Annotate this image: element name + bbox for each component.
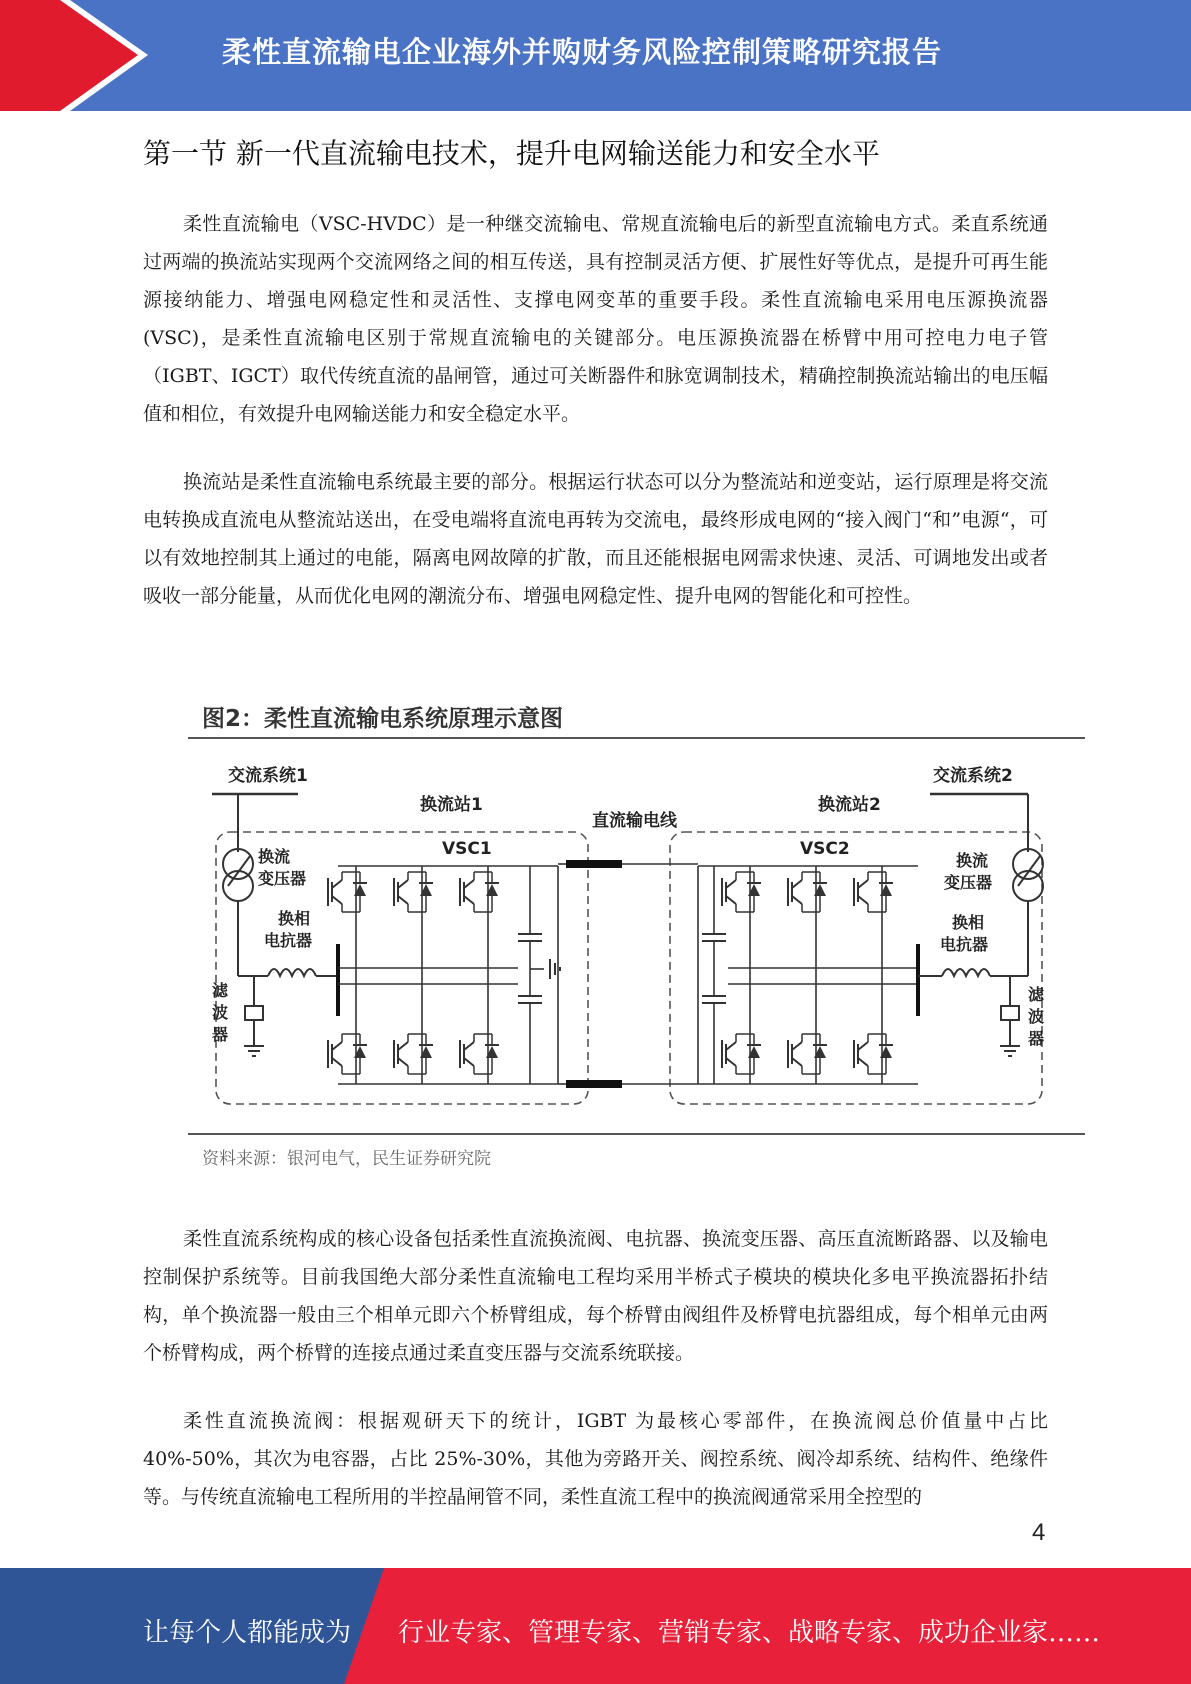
reactor-2-icon bbox=[942, 969, 990, 976]
filter-2-icon bbox=[1001, 1006, 1019, 1020]
transformer-1-label-line1: 换流 bbox=[258, 847, 291, 866]
dc-line-positive bbox=[566, 860, 622, 868]
station-1-label: 换流站1 bbox=[420, 795, 483, 815]
ac-system-1-label: 交流系统1 bbox=[228, 766, 308, 786]
transformer-2-label-line1: 换流 bbox=[956, 851, 989, 870]
dc-line-label: 直流输电线 bbox=[592, 811, 677, 831]
section-heading: 第一节 新一代直流输电技术，提升电网输送能力和安全水平 bbox=[143, 137, 880, 170]
reactor-1-label-line2: 电抗器 bbox=[264, 931, 313, 950]
filter-1-label-2: 波 bbox=[212, 1003, 229, 1022]
filter-1-label-1: 滤 bbox=[212, 981, 229, 1000]
reactor-2-label-line1: 换相 bbox=[952, 913, 985, 932]
station-2-label: 换流站2 bbox=[818, 795, 881, 815]
header-arrow-decoration bbox=[0, 0, 160, 111]
paragraph-4: 柔性直流换流阀：根据观研天下的统计，IGBT 为最核心零部件，在换流阀总价值量中占比40%-50%，其次为电容器，占比 25%-30%，其他为旁路开关、阀控系统、阀冷却系统、结构件、绝缘件等。与传统直流输电工程所用的半控晶闸管不同，柔性直流工程中的换流阀通常采用全控型的 bbox=[143, 1410, 1048, 1508]
ac-system-2-label: 交流系统2 bbox=[933, 766, 1013, 786]
transformer-1-label-line2: 变压器 bbox=[258, 869, 307, 888]
filter-2-label-1: 滤 bbox=[1028, 985, 1045, 1004]
transformer-2-label-line2: 变压器 bbox=[944, 873, 993, 892]
vsc-hvdc-schematic bbox=[188, 744, 1085, 1130]
filter-2-label-3: 器 bbox=[1028, 1029, 1045, 1048]
dc-line-negative bbox=[566, 1080, 622, 1088]
reactor-1-label-line1: 换相 bbox=[278, 909, 311, 928]
filter-1-icon bbox=[245, 1006, 263, 1020]
figure-vsc-hvdc bbox=[188, 700, 1085, 1170]
paragraph-3: 柔性直流系统构成的核心设备包括柔性直流换流阀、电抗器、换流变压器、高压直流断路器、以及输电控制保护系统等。目前我国绝大部分柔性直流输电工程均采用半桥式子模块的模块化多电平换流器拓扑结构，单个换流器一般由三个相单元即六个桥臂组成，每个桥臂由阀组件及桥臂电抗器组成，每个相单元由两个桥臂构成，两个桥臂的连接点通过柔直变压器与交流系统联接。 bbox=[143, 1228, 1048, 1364]
filter-1-label-3: 器 bbox=[212, 1025, 229, 1044]
figure-source: 资料来源：银河电气，民生证券研究院 bbox=[202, 1149, 491, 1169]
paragraph-2: 换流站是柔性直流输电系统最主要的部分。根据运行状态可以分为整流站和逆变站，运行原理是将交流电转换成直流电从整流站送出，在受电端将直流电再转为交流电，最终形成电网的“接入阀门“和”电源“，可以有效地控制其上通过的电能，隔离电网故障的扩散，而且还能根据电网需求快速、灵活、可调地发出或者吸收一部分能量，从而优化电网的潮流分布、增强电网稳定性、提升电网的智能化和可控性。 bbox=[143, 471, 1048, 607]
page-header bbox=[0, 0, 1191, 111]
figure-bottom-rule bbox=[188, 1133, 1085, 1135]
figure-title: 图2：柔性直流输电系统原理示意图 bbox=[202, 706, 564, 732]
filter-2-label-2: 波 bbox=[1028, 1007, 1045, 1026]
page-number: 4 bbox=[1032, 1519, 1046, 1546]
footer-slogan-right: 行业专家、管理专家、营销专家、战略专家、成功企业家…… bbox=[398, 1618, 1101, 1648]
reactor-1-icon bbox=[268, 969, 316, 976]
figure-top-rule bbox=[188, 737, 1085, 739]
paragraph-1: 柔性直流输电（VSC-HVDC）是一种继交流输电、常规直流输电后的新型直流输电方式。柔直系统通过两端的换流站实现两个交流网络之间的相互传送，具有控制灵活方便、扩展性好等优点，是提升可再生能源接纳能力、增强电网稳定性和灵活性、支撑电网变革的重要手段。柔性直流输电采用电压源换流器(VSC)，是柔性直流输电区别于常规直流输电的关键部分。电压源换流器在桥臂中用可控电力电子管（IGBT、IGCT）取代传统直流的晶闸管，通过可关断器件和脉宽调制技术，精确控制换流站输出的电压幅值和相位，有效提升电网输送能力和安全稳定水平。 bbox=[143, 213, 1048, 425]
vsc1-label: VSC1 bbox=[442, 839, 492, 859]
report-title: 柔性直流输电企业海外并购财务风险控制策略研究报告 bbox=[222, 35, 943, 69]
vsc2-label: VSC2 bbox=[800, 839, 850, 859]
reactor-2-label-line2: 电抗器 bbox=[940, 935, 989, 954]
footer-slogan-left: 让每个人都能成为 bbox=[143, 1618, 352, 1648]
